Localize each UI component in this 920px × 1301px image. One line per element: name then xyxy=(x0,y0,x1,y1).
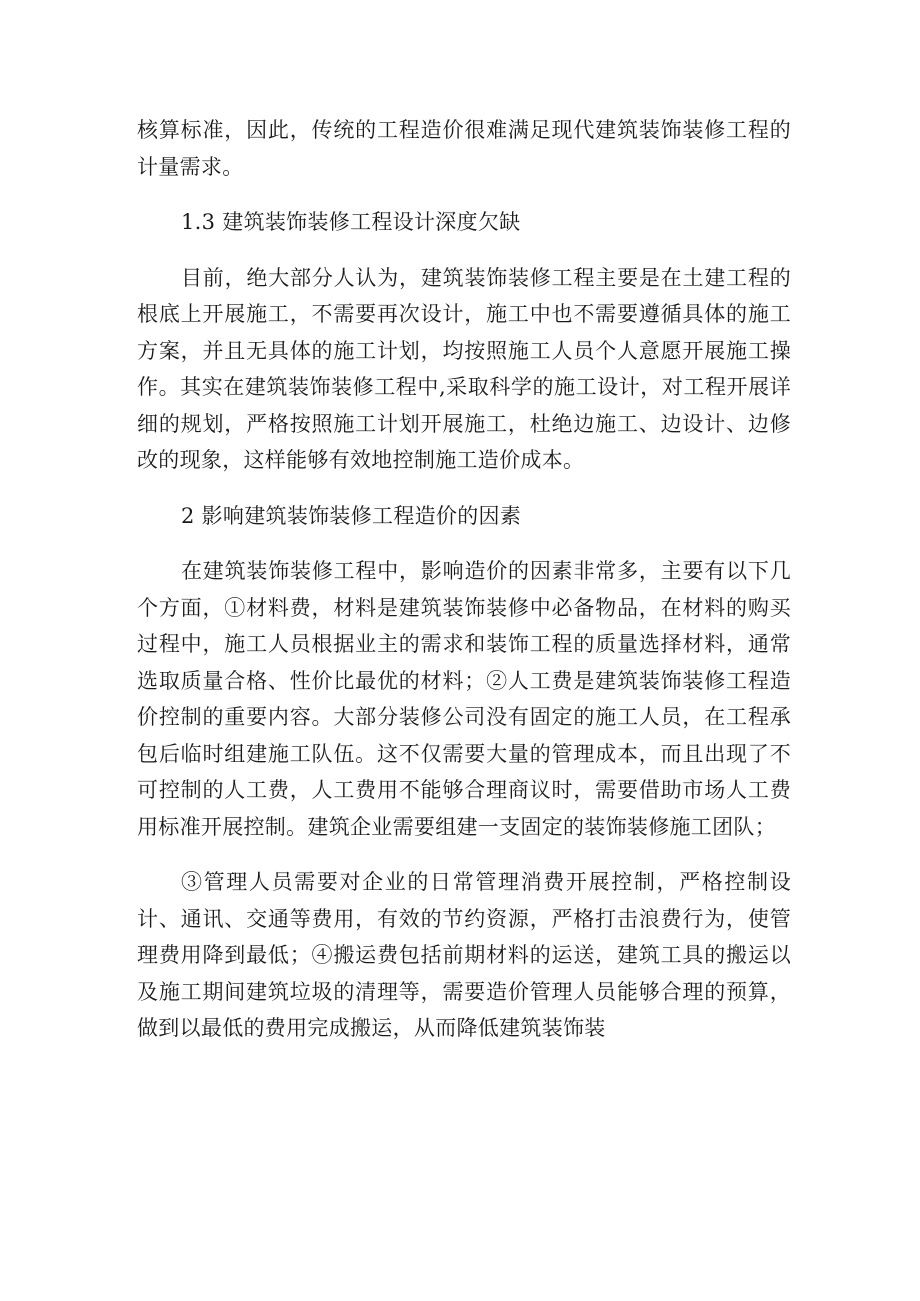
paragraph-continuation: 核算标准，因此，传统的工程造价很难满足现代建筑装饰装修工程的计量需求。 xyxy=(137,118,791,179)
section-heading-2: 2 影响建筑装饰装修工程造价的因素 xyxy=(181,503,522,528)
document-body xyxy=(137,112,791,1047)
spacer xyxy=(137,479,791,498)
spacer xyxy=(137,241,791,260)
paragraph-cost-factors: 在建筑装饰装修工程中，影响造价的因素非常多，主要有以下几个方面，①材料费，材料是建筑装饰装修中必备物品，在材料的购买过程中，施工人员根据业主的需求和装饰工程的质量选择材料，通常选取质量合格、性价比最优的材料；②人工费是建筑装饰装修工程造价控制的重要内容。大部分装修公司没有固定的施工人员，在工程承包后临时组建施工队伍。这不仅需要大量的管理成本，而且出现了不可控制的人工费，人工费用不能够合理商议时，需要借助市场人工费用标准开展控制。建筑企业需要组建一支固定的装饰装修施工团队； xyxy=(137,559,791,839)
paragraph-design-depth: 目前，绝大部分人认为，建筑装饰装修工程主要是在土建工程的根底上开展施工，不需要再次设计，施工中也不需要遵循具体的施工方案，并且无具体的施工计划，均按照施工人员个人意愿开展施工操作。其实在建筑装饰装修工程中,采取科学的施工设计，对工程开展详细的规划，严格按照施工计划开展施工，杜绝边施工、边设计、边修改的现象，这样能够有效地控制施工造价成本。 xyxy=(137,265,791,472)
spacer xyxy=(137,534,791,553)
spacer xyxy=(137,845,791,864)
section-heading-1-3: 1.3 建筑装饰装修工程设计深度欠缺 xyxy=(181,210,521,234)
paragraph-management-cost: ③管理人员需要对企业的日常管理消费开展控制，严格控制设计、通讯、交通等费用，有效的节约资源，严格打击浪费行为，使管理费用降到最低；④搬运费包括前期材料的运送，建筑工具的搬运以及施工期间建筑垃圾的清理等，需要造价管理人员能够合理的预算，做到以最低的费用完成搬运，从而降低建筑装饰装 xyxy=(137,870,791,1040)
spacer xyxy=(137,185,791,204)
